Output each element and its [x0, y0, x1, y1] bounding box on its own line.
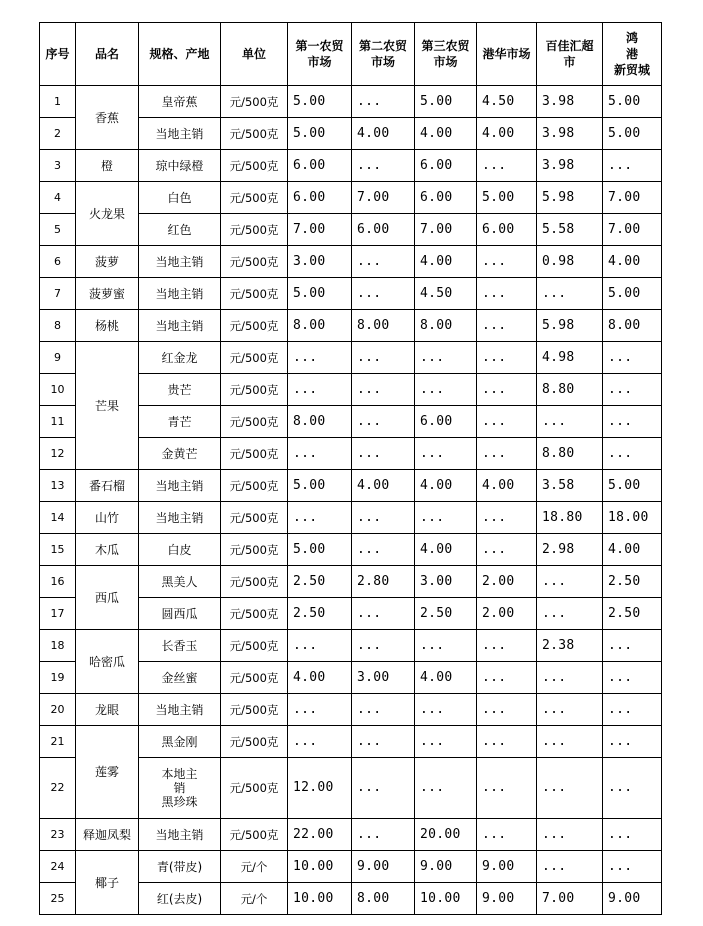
price-market-1: 3.00	[288, 246, 352, 278]
table-row	[40, 342, 662, 374]
price-market-4: ...	[477, 246, 537, 278]
spec-line: 销	[173, 781, 186, 795]
price-market-5: 8.80	[537, 438, 603, 470]
price-market-5: ...	[537, 851, 603, 883]
price-market-1: ...	[288, 726, 352, 758]
price-market-2: 4.00	[352, 118, 415, 150]
row-number: 7	[40, 278, 76, 310]
price-market-1: 6.00	[288, 182, 352, 214]
row-number: 3	[40, 150, 76, 182]
price-market-3: 10.00	[415, 883, 477, 915]
price-market-1: ...	[288, 374, 352, 406]
product-name: 哈密瓜	[76, 630, 139, 694]
price-market-5: 4.98	[537, 342, 603, 374]
price-market-4: ...	[477, 758, 537, 819]
unit: 元/500克	[221, 310, 288, 342]
price-market-4: ...	[477, 726, 537, 758]
row-number: 21	[40, 726, 76, 758]
price-market-4: ...	[477, 662, 537, 694]
price-market-2: ...	[352, 819, 415, 851]
row-number: 23	[40, 819, 76, 851]
row-number: 9	[40, 342, 76, 374]
unit: 元/500克	[221, 470, 288, 502]
price-market-1: 6.00	[288, 150, 352, 182]
price-market-1: 5.00	[288, 278, 352, 310]
header-row	[40, 23, 662, 86]
price-market-4: 9.00	[477, 883, 537, 915]
header-market-6: 鸿 港 新贸城	[603, 23, 662, 86]
price-market-2: ...	[352, 534, 415, 566]
price-market-6: ...	[603, 630, 662, 662]
price-market-1: 10.00	[288, 883, 352, 915]
price-market-1: 5.00	[288, 534, 352, 566]
unit: 元/500克	[221, 406, 288, 438]
price-market-4: ...	[477, 438, 537, 470]
unit: 元/个	[221, 883, 288, 915]
price-market-3: 8.00	[415, 310, 477, 342]
unit: 元/500克	[221, 662, 288, 694]
price-market-5: ...	[537, 278, 603, 310]
header-no: 序号	[40, 23, 76, 86]
price-market-6: ...	[603, 819, 662, 851]
price-market-2: 8.00	[352, 883, 415, 915]
price-market-3: 7.00	[415, 214, 477, 246]
row-number: 14	[40, 502, 76, 534]
price-market-1: 22.00	[288, 819, 352, 851]
price-market-2: 8.00	[352, 310, 415, 342]
price-market-1: ...	[288, 342, 352, 374]
table-row	[40, 566, 662, 598]
unit: 元/500克	[221, 278, 288, 310]
row-number: 19	[40, 662, 76, 694]
price-market-1: ...	[288, 694, 352, 726]
table-row	[40, 470, 662, 502]
table-row	[40, 534, 662, 566]
price-market-3: 20.00	[415, 819, 477, 851]
price-market-6: ...	[603, 851, 662, 883]
header-spec: 规格、产地	[139, 23, 221, 86]
row-number: 22	[40, 758, 76, 819]
price-market-5: 3.98	[537, 150, 603, 182]
header-market-2: 第二农贸 市场	[352, 23, 415, 86]
price-market-1: ...	[288, 630, 352, 662]
header-market-3: 第三农贸 市场	[415, 23, 477, 86]
product-spec: 当地主销	[139, 470, 221, 502]
price-market-1: 7.00	[288, 214, 352, 246]
table-row	[40, 182, 662, 214]
price-market-3: 4.00	[415, 246, 477, 278]
price-market-2: 4.00	[352, 470, 415, 502]
header-market-1: 第一农贸 市场	[288, 23, 352, 86]
price-market-6: 4.00	[603, 246, 662, 278]
unit: 元/500克	[221, 246, 288, 278]
price-table	[39, 22, 662, 915]
table-row	[40, 726, 662, 758]
price-market-2: ...	[352, 726, 415, 758]
unit: 元/500克	[221, 502, 288, 534]
row-number: 5	[40, 214, 76, 246]
product-spec: 当地主销	[139, 310, 221, 342]
row-number: 8	[40, 310, 76, 342]
spec-line: 黑珍珠	[161, 795, 198, 809]
table-row	[40, 694, 662, 726]
price-market-4: ...	[477, 310, 537, 342]
price-market-5: ...	[537, 566, 603, 598]
price-market-3: ...	[415, 342, 477, 374]
price-market-1: 2.50	[288, 598, 352, 630]
price-market-1: 5.00	[288, 470, 352, 502]
price-market-1: ...	[288, 438, 352, 470]
price-market-5: ...	[537, 726, 603, 758]
price-market-6: ...	[603, 150, 662, 182]
product-spec: 金黄芒	[139, 438, 221, 470]
price-market-4: ...	[477, 630, 537, 662]
unit: 元/500克	[221, 150, 288, 182]
price-market-2: ...	[352, 246, 415, 278]
price-market-5: ...	[537, 758, 603, 819]
header-unit: 单位	[221, 23, 288, 86]
product-name: 杨桃	[76, 310, 139, 342]
price-market-6: ...	[603, 438, 662, 470]
unit: 元/500克	[221, 182, 288, 214]
price-market-1: 5.00	[288, 118, 352, 150]
price-market-3: ...	[415, 630, 477, 662]
price-market-6: ...	[603, 374, 662, 406]
table-row	[40, 502, 662, 534]
price-market-6: 8.00	[603, 310, 662, 342]
price-market-2: ...	[352, 406, 415, 438]
price-market-1: 8.00	[288, 310, 352, 342]
product-name: 番石榴	[76, 470, 139, 502]
row-number: 20	[40, 694, 76, 726]
product-name: 龙眼	[76, 694, 139, 726]
product-name: 菠萝	[76, 246, 139, 278]
unit: 元/500克	[221, 566, 288, 598]
product-spec: 当地主销	[139, 694, 221, 726]
price-market-4: 6.00	[477, 214, 537, 246]
price-market-4: ...	[477, 278, 537, 310]
price-market-6: ...	[603, 406, 662, 438]
unit: 元/500克	[221, 630, 288, 662]
price-market-6: 7.00	[603, 182, 662, 214]
product-name: 木瓜	[76, 534, 139, 566]
product-name: 芒果	[76, 342, 139, 470]
row-number: 10	[40, 374, 76, 406]
price-market-3: 4.00	[415, 534, 477, 566]
price-market-5: ...	[537, 598, 603, 630]
price-market-6: 2.50	[603, 598, 662, 630]
table-row	[40, 630, 662, 662]
row-number: 6	[40, 246, 76, 278]
price-market-5: ...	[537, 662, 603, 694]
unit: 元/500克	[221, 726, 288, 758]
table-row	[40, 819, 662, 851]
row-number: 24	[40, 851, 76, 883]
product-spec: 圆西瓜	[139, 598, 221, 630]
price-market-2: ...	[352, 598, 415, 630]
product-spec: 红(去皮)	[139, 883, 221, 915]
product-spec: 青(带皮)	[139, 851, 221, 883]
price-market-4: 2.00	[477, 598, 537, 630]
product-spec: 白皮	[139, 534, 221, 566]
price-market-3: 4.00	[415, 470, 477, 502]
price-market-2: ...	[352, 630, 415, 662]
price-market-3: 4.50	[415, 278, 477, 310]
price-market-5: 5.98	[537, 310, 603, 342]
product-name: 释迦凤梨	[76, 819, 139, 851]
unit: 元/500克	[221, 534, 288, 566]
product-name: 香蕉	[76, 86, 139, 150]
price-market-2: ...	[352, 694, 415, 726]
price-market-4: 4.50	[477, 86, 537, 118]
price-market-5: 18.80	[537, 502, 603, 534]
price-market-6: 7.00	[603, 214, 662, 246]
price-market-2: ...	[352, 342, 415, 374]
price-market-2: 6.00	[352, 214, 415, 246]
row-number: 1	[40, 86, 76, 118]
price-market-2: ...	[352, 758, 415, 819]
product-spec: 贵芒	[139, 374, 221, 406]
row-number: 13	[40, 470, 76, 502]
table-row	[40, 86, 662, 118]
table-row	[40, 851, 662, 883]
price-market-4: 2.00	[477, 566, 537, 598]
price-market-6: ...	[603, 342, 662, 374]
price-market-5: 5.58	[537, 214, 603, 246]
table-row	[40, 310, 662, 342]
unit: 元/500克	[221, 819, 288, 851]
product-spec: 当地主销	[139, 278, 221, 310]
price-market-6: ...	[603, 694, 662, 726]
header-name: 品名	[76, 23, 139, 86]
product-spec: 红色	[139, 214, 221, 246]
row-number: 2	[40, 118, 76, 150]
price-market-1: 10.00	[288, 851, 352, 883]
unit: 元/500克	[221, 374, 288, 406]
price-market-1: 12.00	[288, 758, 352, 819]
product-spec: 黑美人	[139, 566, 221, 598]
price-market-5: 8.80	[537, 374, 603, 406]
price-market-1: 2.50	[288, 566, 352, 598]
product-name: 山竹	[76, 502, 139, 534]
price-market-3: 5.00	[415, 86, 477, 118]
price-market-4: ...	[477, 150, 537, 182]
price-market-4: ...	[477, 694, 537, 726]
table-row	[40, 278, 662, 310]
price-market-6: 5.00	[603, 470, 662, 502]
price-market-5: 2.98	[537, 534, 603, 566]
price-market-2: 2.80	[352, 566, 415, 598]
price-market-2: ...	[352, 374, 415, 406]
row-number: 17	[40, 598, 76, 630]
unit: 元/500克	[221, 118, 288, 150]
price-market-3: 6.00	[415, 182, 477, 214]
price-market-1: ...	[288, 502, 352, 534]
product-spec	[139, 758, 221, 819]
product-name: 火龙果	[76, 182, 139, 246]
price-market-3: ...	[415, 694, 477, 726]
price-market-3: ...	[415, 502, 477, 534]
price-market-4: 4.00	[477, 470, 537, 502]
price-market-5: 0.98	[537, 246, 603, 278]
price-market-5: 2.38	[537, 630, 603, 662]
row-number: 4	[40, 182, 76, 214]
price-market-3: 2.50	[415, 598, 477, 630]
price-market-5: ...	[537, 694, 603, 726]
unit: 元/500克	[221, 694, 288, 726]
row-number: 25	[40, 883, 76, 915]
price-market-3: 3.00	[415, 566, 477, 598]
price-market-2: ...	[352, 278, 415, 310]
price-market-3: ...	[415, 438, 477, 470]
price-market-4: 4.00	[477, 118, 537, 150]
unit: 元/500克	[221, 342, 288, 374]
unit: 元/个	[221, 851, 288, 883]
price-market-6: ...	[603, 758, 662, 819]
unit: 元/500克	[221, 86, 288, 118]
row-number: 12	[40, 438, 76, 470]
header-market-4: 港华市场	[477, 23, 537, 86]
price-market-5: ...	[537, 819, 603, 851]
price-market-3: 6.00	[415, 406, 477, 438]
price-market-4: ...	[477, 374, 537, 406]
product-spec: 白色	[139, 182, 221, 214]
price-market-2: ...	[352, 502, 415, 534]
price-market-2: ...	[352, 438, 415, 470]
price-market-2: ...	[352, 150, 415, 182]
unit: 元/500克	[221, 438, 288, 470]
price-market-4: 5.00	[477, 182, 537, 214]
spec-line: 本地主	[161, 767, 198, 781]
price-market-6: 2.50	[603, 566, 662, 598]
product-spec: 当地主销	[139, 118, 221, 150]
price-market-2: 3.00	[352, 662, 415, 694]
price-market-5: 7.00	[537, 883, 603, 915]
row-number: 15	[40, 534, 76, 566]
price-market-4: ...	[477, 819, 537, 851]
price-market-6: 5.00	[603, 86, 662, 118]
product-spec: 黑金刚	[139, 726, 221, 758]
price-market-4: ...	[477, 406, 537, 438]
unit: 元/500克	[221, 598, 288, 630]
table-row	[40, 150, 662, 182]
price-market-1: 4.00	[288, 662, 352, 694]
price-market-5: 5.98	[537, 182, 603, 214]
price-market-6: 5.00	[603, 278, 662, 310]
price-market-6: ...	[603, 662, 662, 694]
product-name: 菠萝蜜	[76, 278, 139, 310]
unit: 元/500克	[221, 758, 288, 819]
product-spec: 当地主销	[139, 502, 221, 534]
price-market-5: 3.98	[537, 118, 603, 150]
price-market-3: ...	[415, 726, 477, 758]
product-name: 西瓜	[76, 566, 139, 630]
price-market-3: ...	[415, 374, 477, 406]
product-spec: 金丝蜜	[139, 662, 221, 694]
price-market-6: 4.00	[603, 534, 662, 566]
price-market-3: 4.00	[415, 662, 477, 694]
product-name: 橙	[76, 150, 139, 182]
unit: 元/500克	[221, 214, 288, 246]
price-market-3: 4.00	[415, 118, 477, 150]
header-market-5: 百佳汇超 市	[537, 23, 603, 86]
price-market-3: 9.00	[415, 851, 477, 883]
price-market-1: 8.00	[288, 406, 352, 438]
product-spec: 皇帝蕉	[139, 86, 221, 118]
product-name: 莲雾	[76, 726, 139, 819]
price-market-5: 3.98	[537, 86, 603, 118]
price-market-2: ...	[352, 86, 415, 118]
price-market-6: ...	[603, 726, 662, 758]
price-market-3: ...	[415, 758, 477, 819]
price-market-6: 18.00	[603, 502, 662, 534]
price-market-6: 9.00	[603, 883, 662, 915]
table-row	[40, 246, 662, 278]
row-number: 18	[40, 630, 76, 662]
row-number: 11	[40, 406, 76, 438]
product-spec: 当地主销	[139, 819, 221, 851]
price-market-2: 7.00	[352, 182, 415, 214]
table-body	[40, 86, 662, 915]
price-market-4: ...	[477, 342, 537, 374]
price-market-1: 5.00	[288, 86, 352, 118]
price-market-4: ...	[477, 502, 537, 534]
price-market-6: 5.00	[603, 118, 662, 150]
row-number: 16	[40, 566, 76, 598]
product-name: 椰子	[76, 851, 139, 915]
price-market-5: 3.58	[537, 470, 603, 502]
product-spec: 当地主销	[139, 246, 221, 278]
product-spec: 长香玉	[139, 630, 221, 662]
price-market-5: ...	[537, 406, 603, 438]
price-market-3: 6.00	[415, 150, 477, 182]
product-spec: 青芒	[139, 406, 221, 438]
product-spec: 红金龙	[139, 342, 221, 374]
price-market-4: 9.00	[477, 851, 537, 883]
product-spec: 琼中绿橙	[139, 150, 221, 182]
price-market-2: 9.00	[352, 851, 415, 883]
price-market-4: ...	[477, 534, 537, 566]
